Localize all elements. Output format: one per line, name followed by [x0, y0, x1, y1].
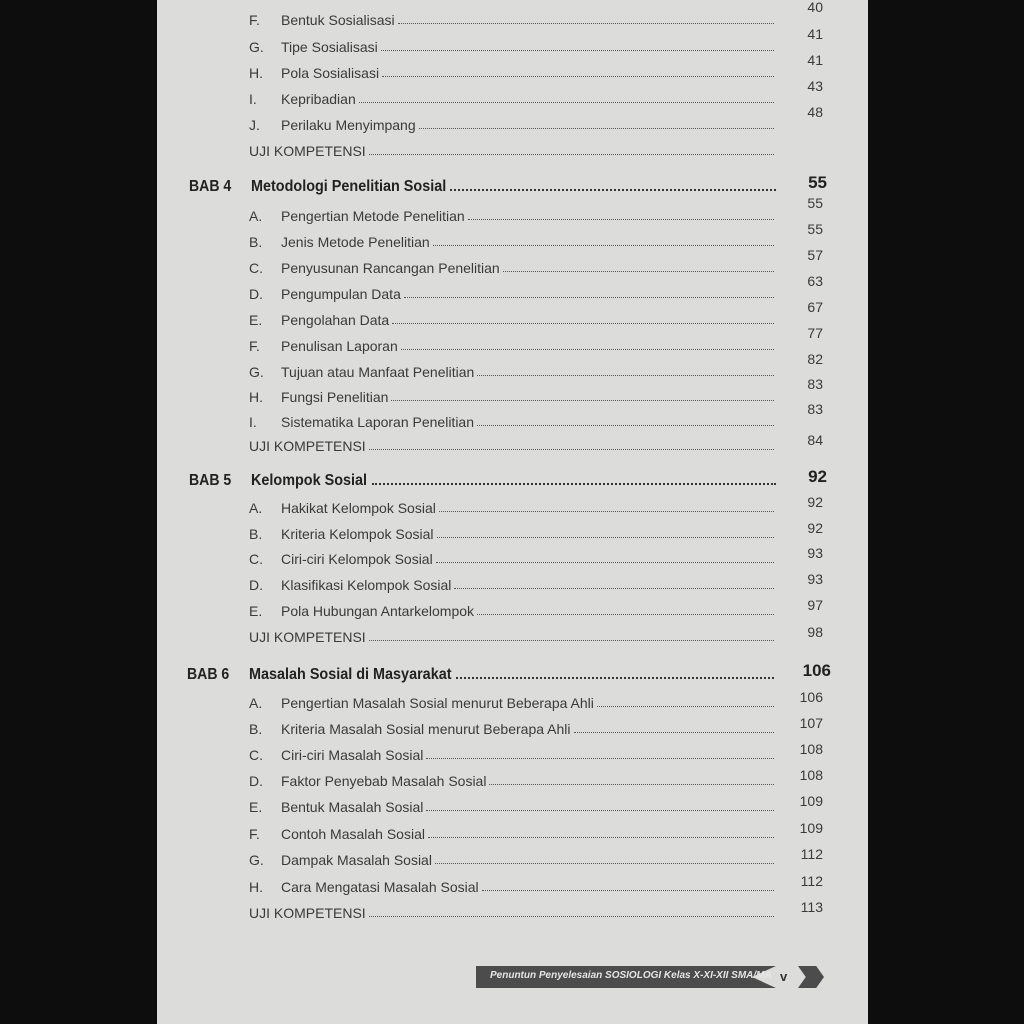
- toc-page-number: 97: [807, 597, 823, 613]
- toc-page-number: 41: [807, 26, 823, 42]
- toc-title: Ciri-ciri Kelompok Sosial: [281, 551, 433, 567]
- chapter-number: BAB 5: [189, 472, 232, 489]
- footer-book-title: Penuntun Penyelesaian SOSIOLOGI Kelas X-XI-XII SMA/MA: [490, 970, 772, 981]
- toc-title: Pengolahan Data: [281, 312, 390, 328]
- toc-page-number: 84: [807, 432, 823, 448]
- toc-title: Hakikat Kelompok Sosial: [281, 500, 436, 516]
- toc-letter: G.: [249, 364, 264, 380]
- dot-leader: [482, 889, 774, 891]
- toc-title: Kriteria Masalah Sosial menurut Beberapa Ahli: [281, 721, 571, 737]
- toc-letter: H.: [249, 389, 263, 405]
- dot-leader: [468, 218, 774, 220]
- chapter-number: BAB 4: [189, 178, 232, 195]
- toc-letter: H.: [249, 879, 263, 895]
- toc-letter: A.: [249, 500, 263, 516]
- toc-entry: [249, 0, 823, 28]
- toc-letter: B.: [249, 721, 263, 737]
- toc-letter: F.: [249, 12, 260, 28]
- toc-letter: I.: [249, 414, 257, 430]
- toc-entry: [249, 846, 823, 868]
- dot-leader: [372, 482, 776, 485]
- toc-letter: B.: [249, 234, 263, 250]
- dot-leader: [433, 244, 774, 246]
- toc-letter: H.: [249, 65, 263, 81]
- toc-entry: [249, 78, 823, 107]
- toc-title: UJI KOMPETENSI: [249, 438, 366, 454]
- toc-letter: B.: [249, 526, 263, 542]
- dot-leader: [436, 561, 774, 563]
- dot-leader: [382, 75, 774, 77]
- toc-entry: [249, 401, 823, 430]
- toc-letter: D.: [249, 286, 263, 302]
- toc-page-number: 93: [807, 571, 823, 587]
- toc-entry: [249, 520, 823, 542]
- toc-title: Klasifikasi Kelompok Sosial: [281, 577, 452, 593]
- toc-title: Perilaku Menyimpang: [281, 117, 416, 133]
- toc-title: UJI KOMPETENSI: [249, 905, 366, 921]
- toc-title: UJI KOMPETENSI: [249, 143, 366, 159]
- toc-entry: [249, 873, 823, 895]
- toc-page-number: 63: [807, 273, 823, 289]
- toc-page-number: 82: [807, 351, 823, 367]
- toc-letter: I.: [249, 91, 257, 107]
- chapter-title: Masalah Sosial di Masyarakat: [249, 666, 452, 683]
- toc-page-number: 55: [807, 195, 823, 211]
- dot-leader: [426, 757, 774, 759]
- toc-page-number: 106: [799, 689, 823, 705]
- toc-page-number: 83: [807, 376, 823, 392]
- toc-letter: J.: [249, 117, 260, 133]
- chapter-title: Kelompok Sosial: [251, 472, 368, 489]
- dot-leader: [419, 127, 774, 129]
- toc-entry: [249, 26, 823, 55]
- toc-entry-uji-kompetensi: [249, 624, 823, 645]
- toc-page-number: 112: [800, 873, 823, 889]
- toc-title: Dampak Masalah Sosial: [281, 852, 432, 868]
- toc-page-number: 107: [799, 715, 823, 731]
- toc-entry: [249, 820, 823, 842]
- chapter-heading-bab-5: [189, 467, 827, 490]
- dot-leader: [477, 374, 774, 376]
- dot-leader: [426, 809, 774, 811]
- toc-title: UJI KOMPETENSI: [249, 629, 366, 645]
- toc-entry: [249, 273, 823, 302]
- dot-leader: [477, 613, 774, 615]
- dot-leader: [503, 270, 774, 272]
- footer-page-number: v: [780, 969, 788, 984]
- toc-title: Kepribadian: [281, 91, 356, 107]
- toc-letter: C.: [249, 260, 263, 276]
- toc-entry: [249, 351, 823, 380]
- toc-page-number: 40: [807, 0, 823, 15]
- toc-entry: [249, 571, 823, 593]
- toc-page-number: 109: [799, 820, 823, 836]
- chapter-page-number: 106: [802, 661, 831, 680]
- page-footer: [476, 966, 828, 988]
- dot-leader: [404, 296, 774, 298]
- toc-page-number: 93: [807, 545, 823, 561]
- toc-page-number: 57: [807, 247, 823, 263]
- toc-title: Tipe Sosialisasi: [281, 39, 378, 55]
- toc-title: Pengumpulan Data: [281, 286, 401, 302]
- toc-title: Tujuan atau Manfaat Penelitian: [281, 364, 475, 380]
- toc-entry: [249, 767, 823, 789]
- chapter-title: Metodologi Penelitian Sosial: [251, 178, 447, 195]
- dot-leader: [574, 731, 775, 733]
- toc-entry: [249, 689, 823, 711]
- toc-entry: [249, 376, 823, 405]
- dot-leader: [392, 322, 774, 324]
- dot-leader: [369, 153, 774, 155]
- toc-letter: C.: [249, 747, 263, 763]
- dot-leader: [398, 22, 774, 24]
- dot-leader: [401, 348, 774, 350]
- toc-title: Sistematika Laporan Penelitian: [281, 414, 475, 430]
- toc-title: Jenis Metode Penelitian: [281, 234, 430, 250]
- chapter-heading-bab-4: [189, 173, 827, 196]
- toc-entry: [249, 247, 823, 276]
- dot-leader: [454, 587, 774, 589]
- toc-entry: [249, 494, 823, 516]
- toc-page-number: 43: [807, 78, 823, 94]
- toc-title: Pola Hubungan Antarkelompok: [281, 603, 475, 619]
- chapter-page-number: 55: [808, 173, 827, 192]
- toc-title: Faktor Penyebab Masalah Sosial: [281, 773, 487, 789]
- toc-page-number: 92: [807, 520, 823, 536]
- toc-page-number: 41: [807, 52, 823, 68]
- toc-entry-uji-kompetensi: [249, 432, 823, 454]
- toc-entry-uji-kompetensi: [249, 139, 777, 159]
- toc-title: Pengertian Masalah Sosial menurut Beberapa Ahli: [281, 695, 594, 711]
- toc-title: Cara Mengatasi Masalah Sosial: [281, 879, 479, 895]
- dot-leader: [369, 639, 774, 641]
- toc-page-number: 83: [807, 401, 823, 417]
- toc-letter: D.: [249, 577, 263, 593]
- toc-entry: [249, 325, 823, 354]
- toc-entry: [249, 221, 823, 250]
- toc-letter: C.: [249, 551, 263, 567]
- toc-page-number: 108: [799, 741, 823, 757]
- toc-title: Bentuk Masalah Sosial: [281, 799, 424, 815]
- toc-letter: A.: [249, 695, 263, 711]
- toc-entry: [249, 52, 823, 81]
- toc-entry: [249, 545, 823, 567]
- toc-page-number: 55: [807, 221, 823, 237]
- toc-letter: F.: [249, 338, 260, 354]
- toc-title: Contoh Masalah Sosial: [281, 826, 425, 842]
- dot-leader: [437, 536, 774, 538]
- toc-page-number: 109: [799, 793, 823, 809]
- dot-leader: [435, 862, 774, 864]
- toc-page-number: 98: [807, 624, 823, 640]
- dot-leader: [391, 399, 774, 401]
- dot-leader: [428, 836, 774, 838]
- toc-title: Penulisan Laporan: [281, 338, 398, 354]
- dot-leader: [597, 705, 774, 707]
- dot-leader: [456, 676, 774, 679]
- toc-page-number: 48: [807, 104, 823, 120]
- dot-leader: [439, 510, 774, 512]
- toc-title: Pengertian Metode Penelitian: [281, 208, 465, 224]
- dot-leader: [369, 915, 774, 917]
- toc-page-number: 77: [807, 325, 823, 341]
- toc-entry: [249, 104, 823, 133]
- toc-letter: F.: [249, 826, 260, 842]
- toc-letter: E.: [249, 799, 263, 815]
- dot-leader: [489, 783, 774, 785]
- toc-letter: E.: [249, 312, 263, 328]
- toc-page-number: 92: [807, 494, 823, 510]
- dot-leader: [369, 448, 774, 450]
- toc-title: Fungsi Penelitian: [281, 389, 389, 405]
- toc-entry: [249, 741, 823, 763]
- book-page: [157, 0, 868, 1024]
- toc-letter: G.: [249, 39, 264, 55]
- chevron-right-icon: [798, 966, 824, 988]
- toc-entry: [249, 299, 823, 328]
- toc-entry: [249, 597, 823, 619]
- toc-title: Ciri-ciri Masalah Sosial: [281, 747, 424, 763]
- toc-page-number: 108: [799, 767, 823, 783]
- chapter-page-number: 92: [808, 467, 827, 486]
- chapter-number: BAB 6: [187, 666, 230, 683]
- dot-leader: [450, 188, 776, 191]
- toc-letter: A.: [249, 208, 263, 224]
- toc-letter: E.: [249, 603, 263, 619]
- dot-leader: [477, 424, 774, 426]
- toc-letter: G.: [249, 852, 264, 868]
- toc-letter: D.: [249, 773, 263, 789]
- toc-title: Pola Sosialisasi: [281, 65, 380, 81]
- dot-leader: [381, 49, 774, 51]
- dot-leader: [359, 101, 774, 103]
- toc-entry-uji-kompetensi: [249, 899, 823, 921]
- toc-page-number: 67: [807, 299, 823, 315]
- toc-page-number: 112: [800, 846, 823, 862]
- toc-entry: [249, 195, 823, 224]
- toc-title: Penyusunan Rancangan Penelitian: [281, 260, 500, 276]
- toc-title: Bentuk Sosialisasi: [281, 12, 395, 28]
- toc-entry: [249, 715, 823, 737]
- toc-entry: [249, 793, 823, 815]
- toc-page-number: 113: [800, 899, 823, 915]
- toc-title: Kriteria Kelompok Sosial: [281, 526, 434, 542]
- chapter-heading-bab-6: [187, 661, 831, 684]
